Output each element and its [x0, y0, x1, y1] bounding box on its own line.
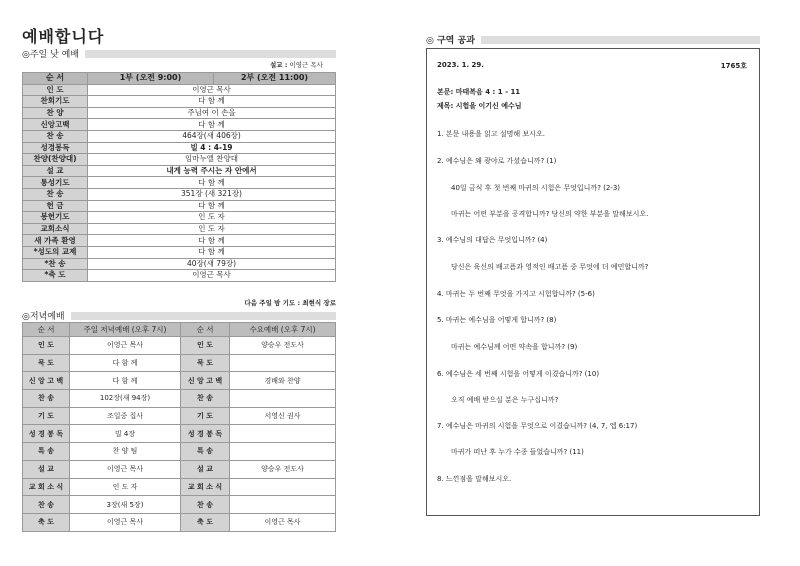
header-order-2: 순 서	[181, 323, 230, 337]
table-row	[23, 246, 336, 258]
table-row	[23, 223, 336, 235]
wednesday-value: 서영신 권사	[230, 407, 336, 425]
row-label: 찬 양	[23, 107, 88, 119]
row-value: 464장(새 406장)	[88, 130, 336, 142]
row-label: *축 도	[23, 270, 88, 282]
header-sunday-evening: 주일 저녁예배 (오후 7시)	[70, 323, 181, 337]
row-label-2: 설 교	[181, 460, 230, 478]
sunday-value: 빌 4장	[70, 425, 181, 443]
row-value: 임마누엘 찬양대	[88, 154, 336, 166]
row-value: 주님여 이 손을	[88, 107, 336, 119]
row-value: 인 도 자	[88, 212, 336, 224]
row-value: 다 함 께	[88, 246, 336, 258]
table-row	[23, 496, 336, 514]
header-second-service: 2부 (오전 11:00)	[214, 73, 336, 85]
row-value: 인 도 자	[88, 223, 336, 235]
table-row	[23, 119, 336, 131]
table-row	[23, 165, 336, 177]
study-line: 8. 느낀점을 말해보시오.	[437, 475, 512, 483]
wednesday-value	[230, 390, 336, 408]
header-order: 순 서	[23, 323, 70, 337]
row-label-2: 묵 도	[181, 354, 230, 372]
sunday-value: 다 함 께	[70, 372, 181, 390]
table-row	[23, 258, 336, 270]
page-title: 예배합니다	[22, 27, 105, 46]
wednesday-value	[230, 354, 336, 372]
table-row	[23, 188, 336, 200]
row-label-2: 기 도	[181, 407, 230, 425]
wednesday-value	[230, 496, 336, 514]
row-label: 찬 송	[23, 188, 88, 200]
study-line: 당신은 육신의 배고픔과 영적인 배고픔 중 무엇에 더 예민합니까?	[451, 263, 649, 271]
row-label-2: 특 송	[181, 443, 230, 461]
wednesday-value	[230, 425, 336, 443]
row-label: 설 교	[23, 460, 70, 478]
row-label-2: 성 경 봉 독	[181, 425, 230, 443]
sermon-label: 설교 :	[270, 61, 288, 69]
sermon-note	[270, 60, 323, 69]
evening-service-table	[22, 322, 336, 532]
row-value: 다 함 께	[88, 235, 336, 247]
row-label: 성 경 봉 독	[23, 425, 70, 443]
row-label: 교회소식	[23, 223, 88, 235]
row-label: 찬양(찬양대)	[23, 154, 88, 166]
row-label-2: 찬 송	[181, 390, 230, 408]
heading-bar	[71, 312, 336, 320]
table-header-row	[23, 73, 336, 85]
row-label: 축 도	[23, 513, 70, 531]
study-subject: 제목: 시험을 이기신 예수님	[437, 102, 522, 110]
row-label-2: 교 회 소 식	[181, 478, 230, 496]
row-label: 통성기도	[23, 177, 88, 189]
study-line: 오직 예배 받으실 분은 누구십니까?	[451, 396, 559, 404]
evening-heading: ◎저녁예배	[22, 312, 65, 322]
study-date: 2023. 1. 29.	[437, 61, 484, 69]
header-first-service: 1부 (오전 9:00)	[88, 73, 214, 85]
row-label: 설 교	[23, 165, 88, 177]
row-label: 신앙고백	[23, 119, 88, 131]
study-passage: 본문: 마태복음 4 : 1 - 11	[437, 88, 521, 96]
row-label: 헌 금	[23, 200, 88, 212]
study-line: 마귀는 예수님께 어떤 약속을 합니까? (9)	[451, 343, 578, 351]
table-row	[23, 513, 336, 531]
row-label: 인 도	[23, 337, 70, 355]
row-label: 찬회기도	[23, 96, 88, 108]
header-order: 순 서	[23, 73, 88, 85]
table-row	[23, 460, 336, 478]
study-heading: ◎ 구역 공과	[426, 36, 475, 46]
study-line: 1. 본문 내용을 읽고 설명해 보시오.	[437, 130, 545, 138]
wednesday-value: 양승우 전도사	[230, 337, 336, 355]
wednesday-value	[230, 478, 336, 496]
row-label-2: 찬 송	[181, 496, 230, 514]
row-label: 새 가족 환영	[23, 235, 88, 247]
sunday-value: 인 도 자	[70, 478, 181, 496]
sunday-value: 찬 양 팀	[70, 443, 181, 461]
sunday-value: 조일중 집사	[70, 407, 181, 425]
wednesday-value: 이영근 목사	[230, 513, 336, 531]
row-label: 찬 송	[23, 130, 88, 142]
morning-service-table	[22, 72, 336, 282]
row-label: 찬 송	[23, 496, 70, 514]
study-issue: 1765호	[720, 62, 747, 70]
table-header-row	[23, 323, 336, 337]
row-label: 기 도	[23, 407, 70, 425]
wednesday-value	[230, 443, 336, 461]
row-value: 다 함 께	[88, 119, 336, 131]
study-line: 40일 금식 후 첫 번째 마귀의 시험은 무엇입니까? (2-3)	[451, 184, 621, 192]
table-row	[23, 390, 336, 408]
row-label: 인 도	[23, 84, 88, 96]
row-value: 이영근 목사	[88, 84, 336, 96]
row-label: 특 송	[23, 443, 70, 461]
morning-heading-row	[22, 47, 336, 60]
table-row	[23, 177, 336, 189]
table-row	[23, 443, 336, 461]
row-label-2: 축 도	[181, 513, 230, 531]
study-line: 5. 마귀는 예수님을 어떻게 합니까? (8)	[437, 316, 557, 324]
study-line: 3. 예수님의 대답은 무엇입니까? (4)	[437, 236, 548, 244]
table-row	[23, 154, 336, 166]
study-line: 마귀가 떠난 후 누가 수종 들었습니까? (11)	[451, 448, 584, 456]
table-row	[23, 407, 336, 425]
study-line: 마귀는 어떤 부분을 공격합니까? 당신의 약한 부분을 말해보시오.	[451, 210, 649, 218]
sunday-value: 102장(새 94장)	[70, 390, 181, 408]
sunday-value: 이영근 목사	[70, 460, 181, 478]
table-row	[23, 478, 336, 496]
row-label: 신 앙 고 백	[23, 372, 70, 390]
study-line: 6. 예수님은 세 번째 시험을 어떻게 이겼습니까? (10)	[437, 370, 600, 378]
row-label-2: 신 앙 고 백	[181, 372, 230, 390]
row-label: 교 회 소 식	[23, 478, 70, 496]
sunday-value: 이영근 목사	[70, 513, 181, 531]
row-value: 내게 능력 주시는 자 안에서	[88, 165, 336, 177]
row-label: *성도의 교제	[23, 246, 88, 258]
table-row	[23, 84, 336, 96]
row-label: 묵 도	[23, 354, 70, 372]
heading-bar	[85, 50, 336, 58]
morning-heading: ◎주일 낮 예배	[22, 50, 80, 60]
study-line: 7. 예수님은 마귀의 시험을 무엇으로 이겼습니까? (4, 7, 엡 6:17)	[437, 422, 638, 430]
table-row	[23, 337, 336, 355]
sunday-value: 이영근 목사	[70, 337, 181, 355]
wednesday-value: 경배와 찬양	[230, 372, 336, 390]
sermon-value: 이영근 목사	[289, 61, 323, 69]
row-label: *찬 송	[23, 258, 88, 270]
table-row	[23, 425, 336, 443]
table-row	[23, 96, 336, 108]
study-line: 4. 마귀는 두 번째 무엇을 가지고 시험합니까? (5-6)	[437, 290, 595, 298]
table-row	[23, 212, 336, 224]
evening-heading-row	[22, 309, 336, 322]
table-row	[23, 130, 336, 142]
table-row	[23, 270, 336, 282]
sunday-value: 다 함 께	[70, 354, 181, 372]
header-wednesday: 수요예배 (오후 7시)	[230, 323, 336, 337]
row-value: 빌 4 : 4-19	[88, 142, 336, 154]
study-box	[426, 48, 760, 516]
heading-bar	[481, 36, 760, 44]
row-label: 성경봉독	[23, 142, 88, 154]
table-row	[23, 235, 336, 247]
table-row	[23, 354, 336, 372]
study-heading-row	[426, 33, 760, 46]
row-label: 봉헌기도	[23, 212, 88, 224]
table-row	[23, 107, 336, 119]
row-value: 351장 (새 321장)	[88, 188, 336, 200]
wednesday-value: 양승우 전도사	[230, 460, 336, 478]
next-prayer-note: 다음 주일 밤 기도 : 최현식 장로	[244, 299, 336, 307]
table-row	[23, 200, 336, 212]
table-row	[23, 142, 336, 154]
table-row	[23, 372, 336, 390]
row-label-2: 인 도	[181, 337, 230, 355]
row-value: 다 함 께	[88, 96, 336, 108]
row-value: 이영근 목사	[88, 270, 336, 282]
row-value: 다 함 께	[88, 177, 336, 189]
study-line: 2. 예수님은 왜 광야로 가셨습니까? (1)	[437, 157, 557, 165]
row-value: 40장(새 79장)	[88, 258, 336, 270]
sunday-value: 3장(새 5장)	[70, 496, 181, 514]
row-label: 찬 송	[23, 390, 70, 408]
row-value: 다 함 께	[88, 200, 336, 212]
